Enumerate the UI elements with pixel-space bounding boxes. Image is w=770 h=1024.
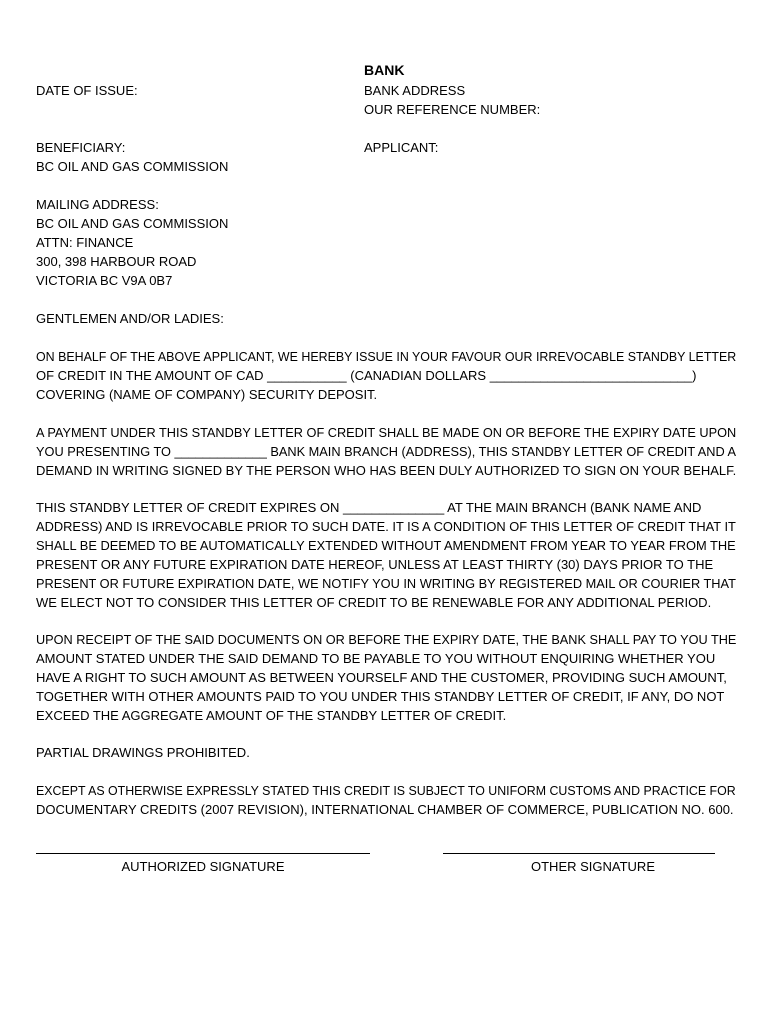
paragraph-line: PRESENT OR ANY FUTURE EXPIRATION DATE HEREOF, UNLESS AT LEAST THIRTY (30) DAYS PRIOR TO THE [36, 557, 714, 572]
paragraph-line: AMOUNT STATED UNDER THE SAID DEMAND TO BE PAYABLE TO YOU WITHOUT ENQUIRING WHETHER YOU [36, 651, 716, 666]
paragraph-partial-drawings [36, 743, 736, 762]
paragraph-issue [36, 347, 736, 404]
paragraph-line: COVERING (NAME OF COMPANY) SECURITY DEPOSIT. [36, 387, 378, 402]
paragraph-line: TOGETHER WITH OTHER AMOUNTS PAID TO YOU UNDER THIS STANDBY LETTER OF CREDIT, IF ANY, DO NOT [36, 689, 725, 704]
our-reference-label: OUR REFERENCE NUMBER: [364, 102, 541, 117]
paragraph-line: DEMAND IN WRITING SIGNED BY THE PERSON WHO HAS BEEN DULY AUTHORIZED TO SIGN ON YOUR BEHALF. [36, 463, 737, 478]
paragraph-line: OF CREDIT IN THE AMOUNT OF CAD ___________ (CANADIAN DOLLARS ____________________________) [36, 368, 697, 383]
other-signature-line[interactable] [443, 853, 715, 854]
paragraph-receipt [36, 630, 736, 725]
beneficiary-label: BENEFICIARY: [36, 140, 126, 155]
paragraph-line: HAVE A RIGHT TO SUCH AMOUNT AS BETWEEN YOURSELF AND THE CUSTOMER, PROVIDING SUCH AMOUNT, [36, 670, 727, 685]
paragraph-line: PRESENT OR FUTURE EXPIRATION DATE, WE NOTIFY YOU IN WRITING BY REGISTERED MAIL OR COURIER THAT [36, 576, 736, 591]
paragraph-line: THIS STANDBY LETTER OF CREDIT EXPIRES ON ______________ AT THE MAIN BRANCH (BANK NAME AND [36, 500, 702, 515]
bank-address-label: BANK ADDRESS [364, 83, 466, 98]
other-signature-label: OTHER SIGNATURE [531, 859, 655, 874]
mailing-address-line: VICTORIA BC V9A 0B7 [36, 273, 173, 288]
applicant-label: APPLICANT: [364, 140, 439, 155]
paragraph-line: ADDRESS) AND IS IRREVOCABLE PRIOR TO SUCH DATE. IT IS A CONDITION OF THIS LETTER OF CREDIT THAT IT [36, 519, 736, 534]
date-of-issue-label: DATE OF ISSUE: [36, 83, 138, 98]
mailing-address-label: MAILING ADDRESS: [36, 197, 159, 212]
mailing-address-line: 300, 398 HARBOUR ROAD [36, 254, 197, 269]
paragraph-payment [36, 423, 736, 480]
mailing-address-line: ATTN: FINANCE [36, 235, 134, 250]
paragraph-line: SHALL BE DEEMED TO BE AUTOMATICALLY EXTENDED WITHOUT AMENDMENT FROM YEAR TO YEAR FROM THE [36, 538, 736, 553]
authorized-signature-label: AUTHORIZED SIGNATURE [121, 859, 285, 874]
paragraph-line: UPON RECEIPT OF THE SAID DOCUMENTS ON OR BEFORE THE EXPIRY DATE, THE BANK SHALL PAY TO YOU THE [36, 632, 737, 647]
paragraph-expiry [36, 498, 736, 612]
paragraph-ucp [36, 781, 736, 819]
bank-title: BANK [364, 62, 405, 78]
paragraph-line: EXCEED THE AGGREGATE AMOUNT OF THE STANDBY LETTER OF CREDIT. [36, 708, 507, 723]
paragraph-line: ON BEHALF OF THE ABOVE APPLICANT, WE HEREBY ISSUE IN YOUR FAVOUR OUR IRREVOCABLE STANDBY LETTER [36, 349, 737, 364]
paragraph-line: DOCUMENTARY CREDITS (2007 REVISION), INTERNATIONAL CHAMBER OF COMMERCE, PUBLICATION NO. 600. [36, 802, 734, 817]
paragraph-line: WE ELECT NOT TO CONSIDER THIS LETTER OF CREDIT TO BE RENEWABLE FOR ANY ADDITIONAL PERIOD. [36, 595, 712, 610]
beneficiary-name: BC OIL AND GAS COMMISSION [36, 159, 229, 174]
paragraph-line: EXCEPT AS OTHERWISE EXPRESSLY STATED THIS CREDIT IS SUBJECT TO UNIFORM CUSTOMS AND PRACTICE FOR [36, 783, 736, 798]
authorized-signature-line[interactable] [36, 853, 370, 854]
salutation: GENTLEMEN AND/OR LADIES: [36, 311, 224, 326]
paragraph-line: PARTIAL DRAWINGS PROHIBITED. [36, 745, 250, 760]
mailing-address-line: BC OIL AND GAS COMMISSION [36, 216, 229, 231]
paragraph-line: YOU PRESENTING TO _____________ BANK MAIN BRANCH (ADDRESS), THIS STANDBY LETTER OF CREDIT AND A [36, 444, 737, 459]
paragraph-line: A PAYMENT UNDER THIS STANDBY LETTER OF CREDIT SHALL BE MADE ON OR BEFORE THE EXPIRY DATE UPON [36, 425, 737, 440]
